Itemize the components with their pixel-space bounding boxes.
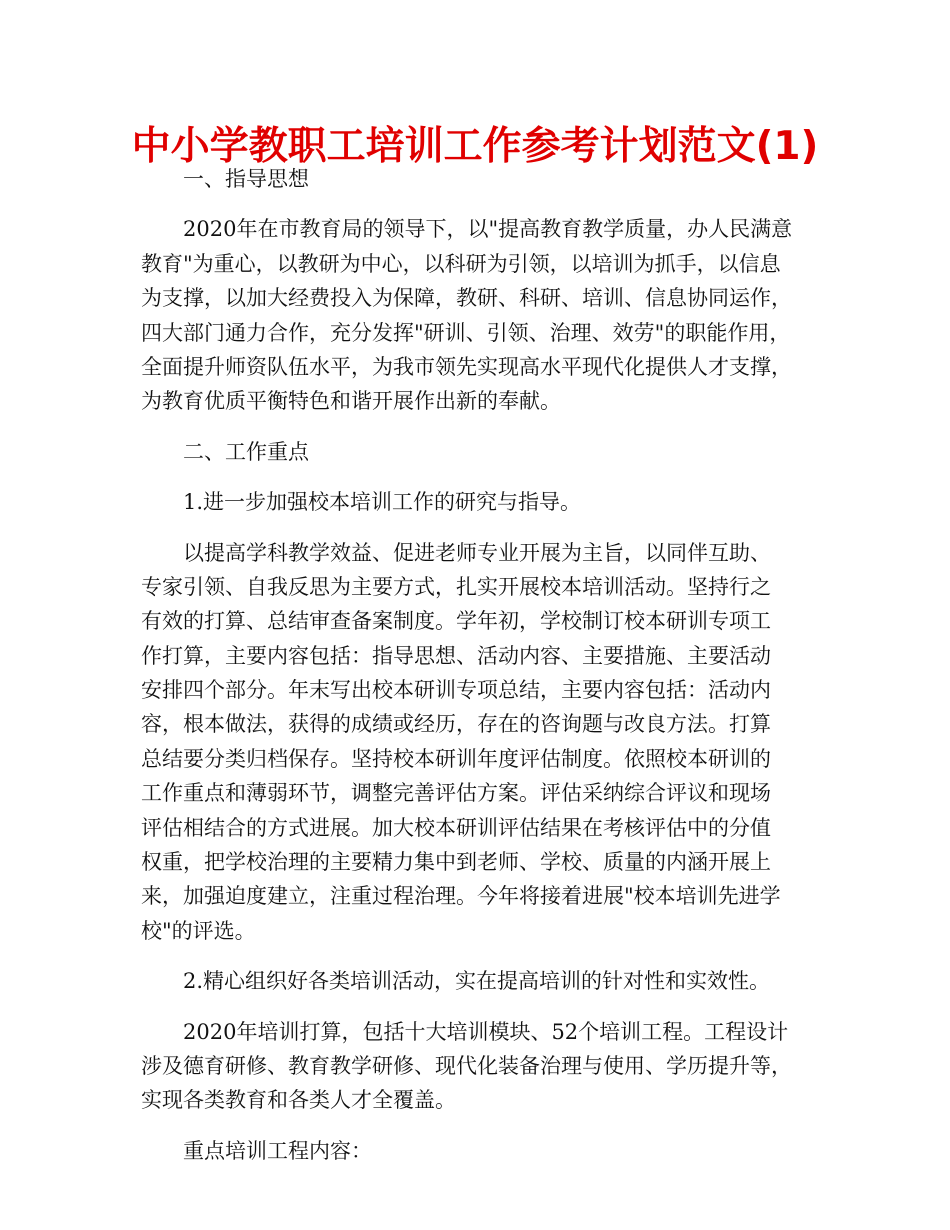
- text-line: 2020年在市教育局的领导下，以"提高教育教学质量，办人民满意: [183, 217, 793, 242]
- text-line: 容，根本做法，获得的成绩或经历，存在的咨询题与改良方法。打算: [141, 712, 771, 737]
- section-heading: [0, 162, 950, 196]
- text-line: 权重，把学校治理的主要精力集中到老师、学校、质量的内涵开展上: [141, 850, 771, 875]
- text-line: 2.精心组织好各类培训活动，实在提高培训的针对性和实效性。: [183, 969, 771, 994]
- text-line: 安排四个部分。年末写出校本研训专项总结，主要内容包括：活动内: [141, 678, 771, 703]
- body-paragraph: [0, 212, 950, 418]
- text-line: 总结要分类归档保存。坚持校本研训年度评估制度。依照校本研训的: [141, 746, 771, 771]
- body-paragraph: [0, 1015, 950, 1118]
- text-line: 来，加强迫度建立，注重过程治理。今年将接着进展"校本培训先进学: [141, 884, 781, 909]
- subsection-heading: [0, 964, 950, 998]
- subsection-heading: [0, 485, 950, 519]
- text-line: 2020年培训打算，包括十大培训模块、52个培训工程。工程设计: [183, 1019, 789, 1044]
- text-line: 全面提升师资队伍水平，为我市领先实现高水平现代化提供人才支撑，: [141, 354, 792, 379]
- text-line: 1.进一步加强校本培训工作的研究与指导。: [183, 490, 582, 515]
- text-line: 涉及德育研修、教育教学研修、现代化装备治理与使用、学历提升等，: [141, 1053, 792, 1078]
- document-body: [0, 162, 950, 1168]
- text-line: 作打算，主要内容包括：指导思想、活动内容、主要措施、主要活动: [141, 643, 771, 668]
- text-line: 一、指导思想: [183, 167, 309, 191]
- text-line: 有效的打算、总结审查备案制度。学年初，学校制订校本研训专项工: [141, 609, 771, 634]
- text-line: 教育"为重心，以教研为中心，以科研为引领，以培训为抓手，以信息: [141, 251, 781, 276]
- document-title: 中小学教职工培训工作参考计划范文(1): [131, 124, 819, 169]
- body-paragraph: [0, 536, 950, 949]
- text-line: 四大部门通力合作，充分发挥"研训、引领、治理、效劳"的职能作用，: [141, 320, 791, 345]
- text-line: 校"的评选。: [141, 918, 256, 943]
- section-heading: [0, 1134, 950, 1168]
- text-line: 二、工作重点: [183, 439, 309, 464]
- text-line: 重点培训工程内容：: [183, 1138, 372, 1163]
- text-line: 为教育优质平衡特色和谐开展作出新的奉献。: [141, 389, 561, 414]
- section-heading: [0, 435, 950, 469]
- text-line: 工作重点和薄弱环节，调整完善评估方案。评估采纳综合评议和现场: [141, 781, 771, 806]
- text-line: 评估相结合的方式进展。加大校本研训评估结果在考核评估中的分值: [141, 815, 771, 840]
- text-line: 以提高学科教学效益、促进老师专业开展为主旨，以同伴互助、: [183, 540, 771, 565]
- text-line: 专家引领、自我反思为主要方式，扎实开展校本培训活动。坚持行之: [141, 574, 771, 599]
- text-line: 为支撑，以加大经费投入为保障，教研、科研、培训、信息协同运作，: [141, 286, 792, 311]
- text-line: 实现各类教育和各类人才全覆盖。: [141, 1088, 456, 1113]
